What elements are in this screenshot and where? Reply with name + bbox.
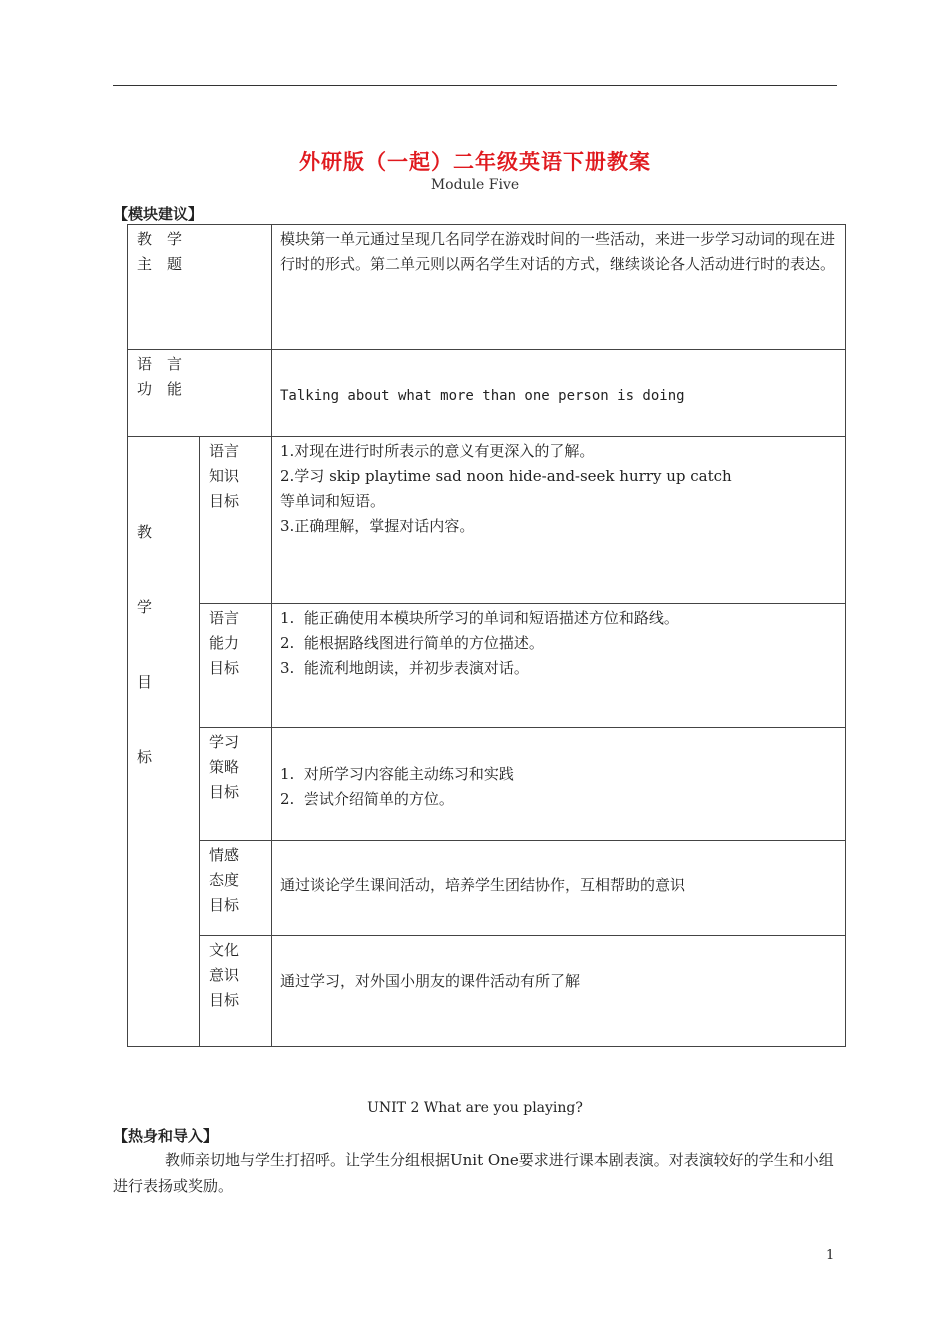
function-label-1: 语 言 [137, 355, 183, 373]
knowledge-label-2: 知识 [209, 467, 240, 485]
knowledge-line-2: 2.学习 skip playtime sad noon hide-and-seek hurry up catch [280, 467, 732, 485]
ability-line-2: 2. 能根据路线图进行简单的方位描述。 [280, 634, 544, 652]
warmup-text: 教师亲切地与学生打招呼。让学生分组根据Unit One要求进行课本剧表演。对表演较好的学生和小组进行表扬或奖励。 [113, 1151, 834, 1195]
header-rule [113, 85, 837, 86]
ability-label-1: 语言 [209, 609, 240, 627]
module-advice-label: 【模块建议】 [113, 205, 204, 223]
ability-line-3: 3. 能流利地朗读，并初步表演对话。 [280, 659, 529, 677]
strategy-label-3: 目标 [209, 783, 240, 801]
ability-label-3: 目标 [209, 659, 240, 677]
unit-title: UNIT 2 What are you playing? [367, 1100, 583, 1116]
strategy-line-2: 2. 尝试介绍简单的方位。 [280, 790, 454, 808]
document-subtitle: Module Five [430, 177, 520, 193]
function-label-2: 功 能 [137, 380, 183, 398]
knowledge-line-4: 3.正确理解，掌握对话内容。 [280, 517, 475, 535]
strategy-line-1: 1. 对所学习内容能主动练习和实践 [280, 765, 514, 783]
theme-label-2: 主 题 [137, 255, 183, 273]
attitude-line-1: 通过谈论学生课间活动，培养学生团结协作，互相帮助的意识 [280, 876, 686, 894]
ability-line-1: 1. 能正确使用本模块所学习的单词和短语描述方位和路线。 [280, 609, 679, 627]
knowledge-label-1: 语言 [209, 442, 240, 460]
strategy-label-1: 学习 [209, 733, 240, 751]
goals-label-char-4: 标 [137, 748, 153, 766]
warmup-label: 【热身和导入】 [113, 1127, 219, 1145]
function-content: Talking about what more than one person is doing [280, 388, 685, 404]
knowledge-line-1: 1.对现在进行时所表示的意义有更深入的了解。 [280, 442, 595, 460]
knowledge-line-3: 等单词和短语。 [280, 492, 386, 510]
strategy-label-2: 策略 [209, 758, 240, 776]
culture-label-3: 目标 [209, 991, 240, 1009]
goals-label-char-3: 目 [137, 673, 153, 691]
ability-label-2: 能力 [209, 634, 240, 652]
document-title: 外研版（一起）二年级英语下册教案 [299, 149, 651, 174]
culture-label-1: 文化 [209, 941, 240, 959]
attitude-label-1: 情感 [209, 846, 240, 864]
goals-label-char-1: 教 [137, 523, 153, 541]
page-number: 1 [826, 1248, 835, 1263]
knowledge-label-3: 目标 [209, 492, 240, 510]
culture-label-2: 意识 [209, 966, 240, 984]
attitude-label-2: 态度 [209, 871, 240, 889]
culture-line-1: 通过学习，对外国小朋友的课件活动有所了解 [280, 972, 581, 990]
theme-content: 模块第一单元通过呈现几名同学在游戏时间的一些活动，来进一步学习动词的现在进行时的形式。第二单元则以两名学生对话的方式，继续谈论各人活动进行时的表达。 [280, 230, 836, 273]
attitude-label-3: 目标 [209, 896, 240, 914]
goals-label-char-2: 学 [137, 598, 153, 616]
theme-label-1: 教 学 [137, 230, 183, 248]
